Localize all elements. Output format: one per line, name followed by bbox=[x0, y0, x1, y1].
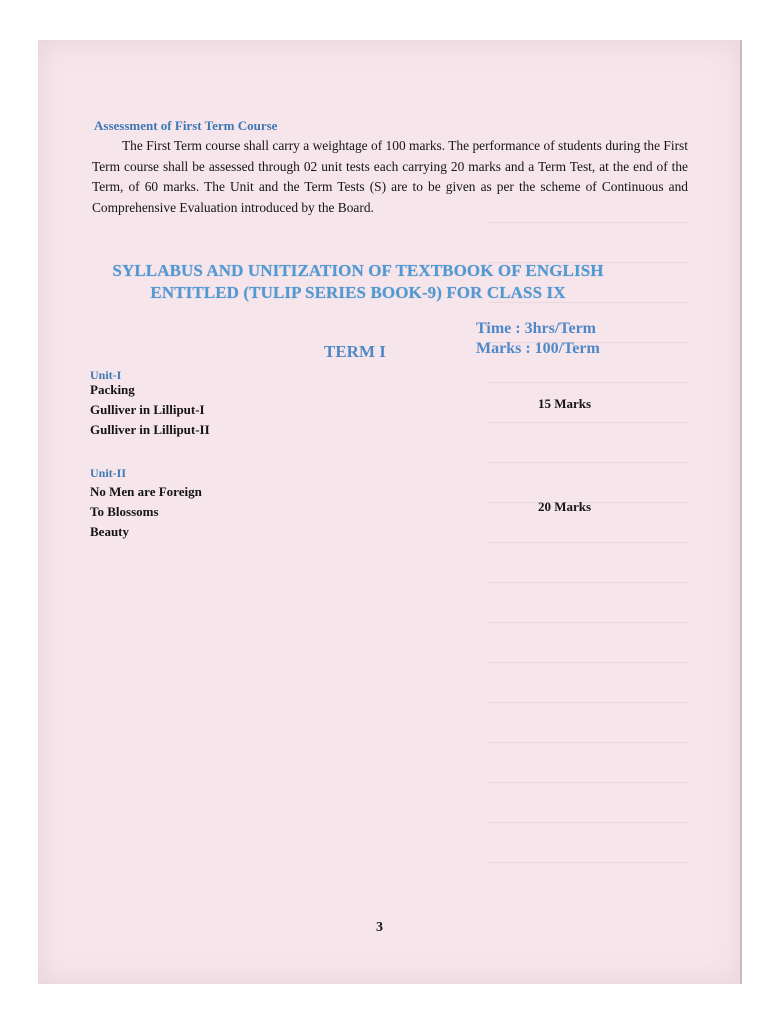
syllabus-title-line2: ENTITLED (TULIP SERIES BOOK-9) FOR CLASS IX bbox=[150, 283, 566, 302]
page-edge bbox=[740, 40, 742, 984]
time-label: Time : 3hrs/Term bbox=[476, 320, 596, 337]
show-through-text bbox=[488, 200, 688, 900]
unit-1-item-1: Packing bbox=[90, 382, 135, 397]
document-page bbox=[38, 40, 742, 984]
unit-2-label: Unit-II bbox=[90, 466, 127, 480]
term-heading: TERM I bbox=[324, 342, 386, 361]
unit-2-marks: 20 Marks bbox=[538, 499, 592, 514]
unit-2-item-3: Beauty bbox=[90, 524, 129, 539]
unit-2-item-1: No Men are Foreign bbox=[90, 484, 202, 499]
unit-1-marks: 15 Marks bbox=[538, 396, 592, 411]
assessment-heading: Assessment of First Term Course bbox=[94, 118, 278, 133]
syllabus-title-line1: SYLLABUS AND UNITIZATION OF TEXTBOOK OF ENGLISH bbox=[112, 261, 604, 280]
marks-per-term-label: Marks : 100/Term bbox=[476, 340, 600, 357]
unit-1-label: Unit-I bbox=[90, 368, 122, 382]
unit-1-item-2: Gulliver in Lilliput-I bbox=[90, 402, 205, 417]
assessment-paragraph: The First Term course shall carry a weightage of 100 marks. The performance of students during the First Term course shall be assessed through 02 unit tests each carrying 20 marks and a Term Test, at the end of the Term, of 60 marks. The Unit and the Term Tests (S) are to be given as per the scheme of Continuous and Comprehensive Evaluation introduced by the Board. bbox=[92, 138, 688, 215]
page-number: 3 bbox=[376, 920, 383, 935]
unit-1-item-3: Gulliver in Lilliput-II bbox=[90, 422, 210, 437]
unit-2-item-2: To Blossoms bbox=[90, 504, 159, 519]
syllabus-title bbox=[98, 260, 618, 304]
